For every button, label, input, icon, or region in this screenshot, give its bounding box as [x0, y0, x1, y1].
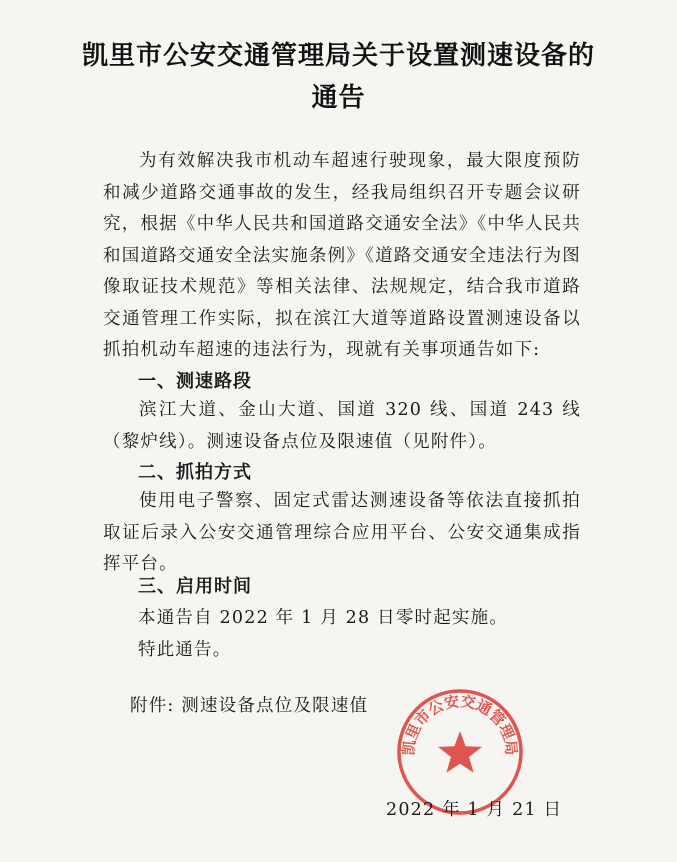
- document-date: 2022 年 1 月 21 日: [386, 800, 563, 820]
- section-heading-speed-sections: 一、测速路段: [138, 371, 252, 392]
- intro-paragraph: 为有效解决我市机动车超速行驶现象，最大限度预防和减少道路交通事故的发生，经我局组织召开专题会议研究，根据《中华人民共和国道路交通安全法》《中华人民共和国道路交通安全法实施条例》《道路交通安全违法行为图像取证技术规范》等相关法律、法规规定，结合我市道路交通管理工作实际，拟在滨江大道等道路设置测速设备以抓拍机动车超速的违法行为，现就有关事项通告如下:: [103, 151, 581, 360]
- section-heading-capture-method: 二、抓拍方式: [138, 462, 252, 483]
- section-heading-effective-time: 三、启用时间: [138, 576, 252, 597]
- closing-line: 特此通告。: [138, 640, 232, 660]
- effective-date-line: 本通告自 2022 年 1 月 28 日零时起实施。: [138, 608, 509, 628]
- seal-text: 凯里市公安交通管理局: [399, 692, 521, 757]
- document-title: 凯里市公安交通管理局关于设置测速设备的: [81, 41, 595, 71]
- seal-star-icon: [438, 731, 482, 773]
- section-body-speed-sections: 滨江大道、金山大道、国道 320 线、国道 243 线（黎炉线）。测速设备点位及限速值（见附件）。: [103, 400, 581, 452]
- attachment-line: 附件: 测速设备点位及限速值: [130, 696, 369, 716]
- document-title-line2: 通告: [311, 83, 366, 113]
- section-body-capture-method: 使用电子警察、固定式雷达测速设备等依法直接抓拍取证后录入公安交通管理综合应用平台、公安交通集成指挥平台。: [103, 491, 581, 574]
